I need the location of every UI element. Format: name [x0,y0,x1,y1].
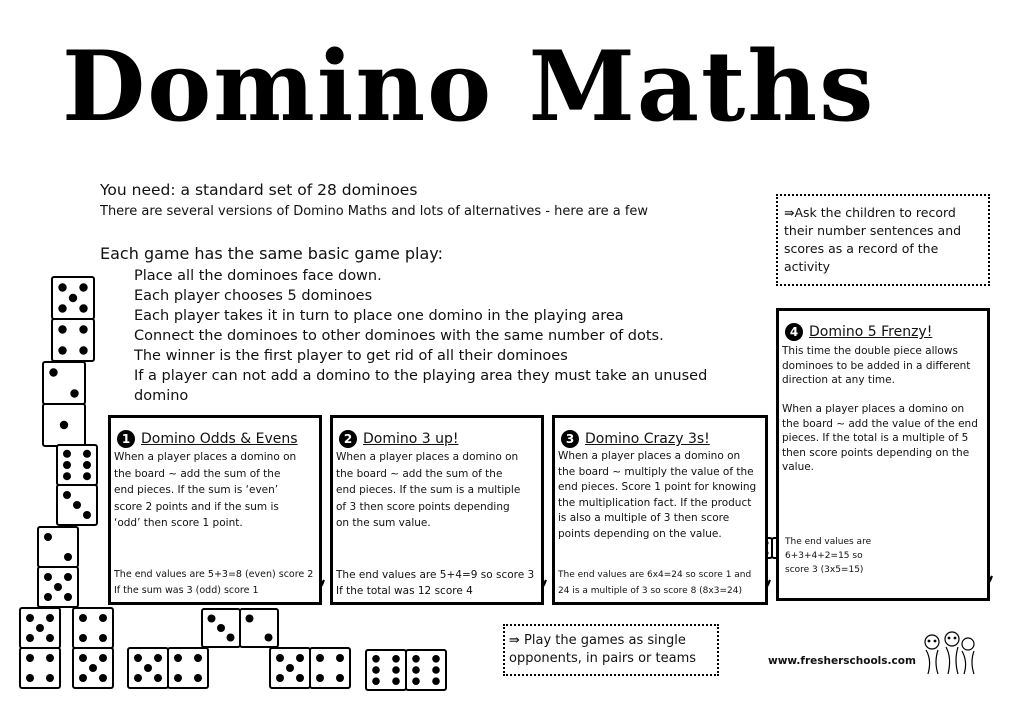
floor-domino [366,650,446,690]
card-title: Domino 5 Frenzy! [809,324,933,340]
stack-domino [57,445,97,525]
card-line: the board ~ add the sum of the [336,467,503,480]
stack-domino [20,608,60,688]
card-foot-line: If the sum was 3 (odd) score 1 [114,585,259,596]
stack-domino [52,277,94,361]
gameplay-step: Connect the dominoes to other dominoes with the same number of dots. [134,328,664,344]
card-header [117,428,298,448]
floor-domino [128,648,208,688]
card-line: the multiplication fact. If the product [558,496,752,509]
game-card-odds-evens [108,415,322,605]
card-line: end pieces. Score 1 point for knowing [558,481,757,493]
gameplay-step: Each player chooses 5 dominoes [134,288,373,304]
note-line: scores as a record of the [784,241,939,256]
gameplay-step: Each player takes it in turn to place one domino in the playing area [134,308,624,324]
card-title: Domino Odds & Evens [141,431,298,447]
card-foot-line: If the total was 12 score 4 [336,585,473,597]
note-line: activity [784,259,831,274]
card-line: value. [782,461,815,473]
players-note [503,624,719,676]
card-foot-line: The end values are 5+4=9 so score 3 [336,569,535,581]
note-line: Play the games as single [524,633,686,648]
floor-domino [202,609,278,647]
card-title: Domino 3 up! [363,431,459,447]
card-footer [785,535,871,577]
card-body [114,449,322,532]
number-badge: 3 [561,430,579,448]
card-line: the board ~ add the value of the end [782,417,978,430]
gameplay-step: If a player can not add a domino to the playing area they must take an unused [134,368,708,384]
stack-domino [38,527,78,607]
number-badge: 1 [117,430,135,448]
card-header [561,428,710,448]
card-foot-line: 6+3+4+2=15 so [785,551,863,561]
card-line: When a player places a domino on [336,451,519,463]
requirements-text: You need: a standard set of 28 dominoes [100,181,418,199]
card-foot-line: score 3 (3x5=15) [785,565,864,575]
card-footer [114,567,313,599]
card-line: end pieces. If the sum is a multiple [336,484,521,496]
card-foot-line: The end values are 5+3=8 (even) score 2 [114,569,314,580]
card-line: When a player places a domino on [782,403,965,415]
card-foot-line: The end values are [785,537,872,547]
stack-domino [43,362,85,446]
versions-text: There are several versions of Domino Maths and lots of alternatives - here are a few [100,204,649,219]
gameplay-step: domino [134,388,189,404]
card-line: end pieces. If the sum is ‘even’ [114,484,279,496]
card-body [782,344,990,475]
card-line: score 2 points and if the sum is [114,500,279,513]
card-line: of 3 then score points depending [336,500,510,513]
floor-domino [270,648,350,688]
card-body [336,449,544,532]
arrow-icon: ⇛ [509,633,520,648]
card-line: direction at any time. [782,374,895,386]
card-line: ‘odd’ then score 1 point. [114,517,243,529]
card-line: the board ~ multiply the value of the [558,465,754,478]
card-line: When a player places a domino on [114,451,297,463]
page-title: Domino Maths [62,30,876,143]
card-line: the board ~ add the sum of the [114,467,281,480]
card-line: then score points depending on the [782,446,970,459]
card-line [782,388,990,403]
gameplay-step: Place all the dominoes face down. [134,268,382,284]
website-link[interactable]: www.fresherschools.com [768,655,916,667]
game-card-3-up [330,415,544,605]
card-line: is also a multiple of 3 then score [558,512,730,524]
card-header [785,321,932,341]
card-title: Domino Crazy 3s! [585,431,710,447]
card-footer [558,567,751,599]
card-line: When a player places a domino on [558,450,741,462]
gameplay-step: The winner is the first player to get rid of all their dominoes [134,348,568,364]
game-card-5-frenzy [776,308,990,601]
card-line: dominoes to be added in a different [782,359,971,372]
card-foot-line: The end values are 6x4=24 so score 1 and [558,570,752,580]
card-body [558,449,768,542]
arrow-icon: ⇛ [784,205,795,220]
game-card-crazy-3s [552,415,768,605]
card-line: This time the double piece allows [782,345,958,357]
children-illustration-icon [920,630,980,685]
note-line: opponents, in pairs or teams [509,651,697,666]
note-line: Ask the children to record [794,205,956,220]
note-line: their number sentences and [784,223,962,238]
card-foot-line: 24 is a multiple of 3 so score 8 (8x3=24) [558,586,742,596]
card-header [339,428,459,448]
card-footer [336,567,534,599]
card-line: points depending on the value. [558,527,722,540]
number-badge: 2 [339,430,357,448]
gameplay-heading: Each game has the same basic game play: [100,244,443,263]
card-line: pieces. If the total is a multiple of 5 [782,432,969,444]
stack-domino [73,608,113,688]
number-badge: 4 [785,323,803,341]
card-line: on the sum value. [336,517,431,529]
